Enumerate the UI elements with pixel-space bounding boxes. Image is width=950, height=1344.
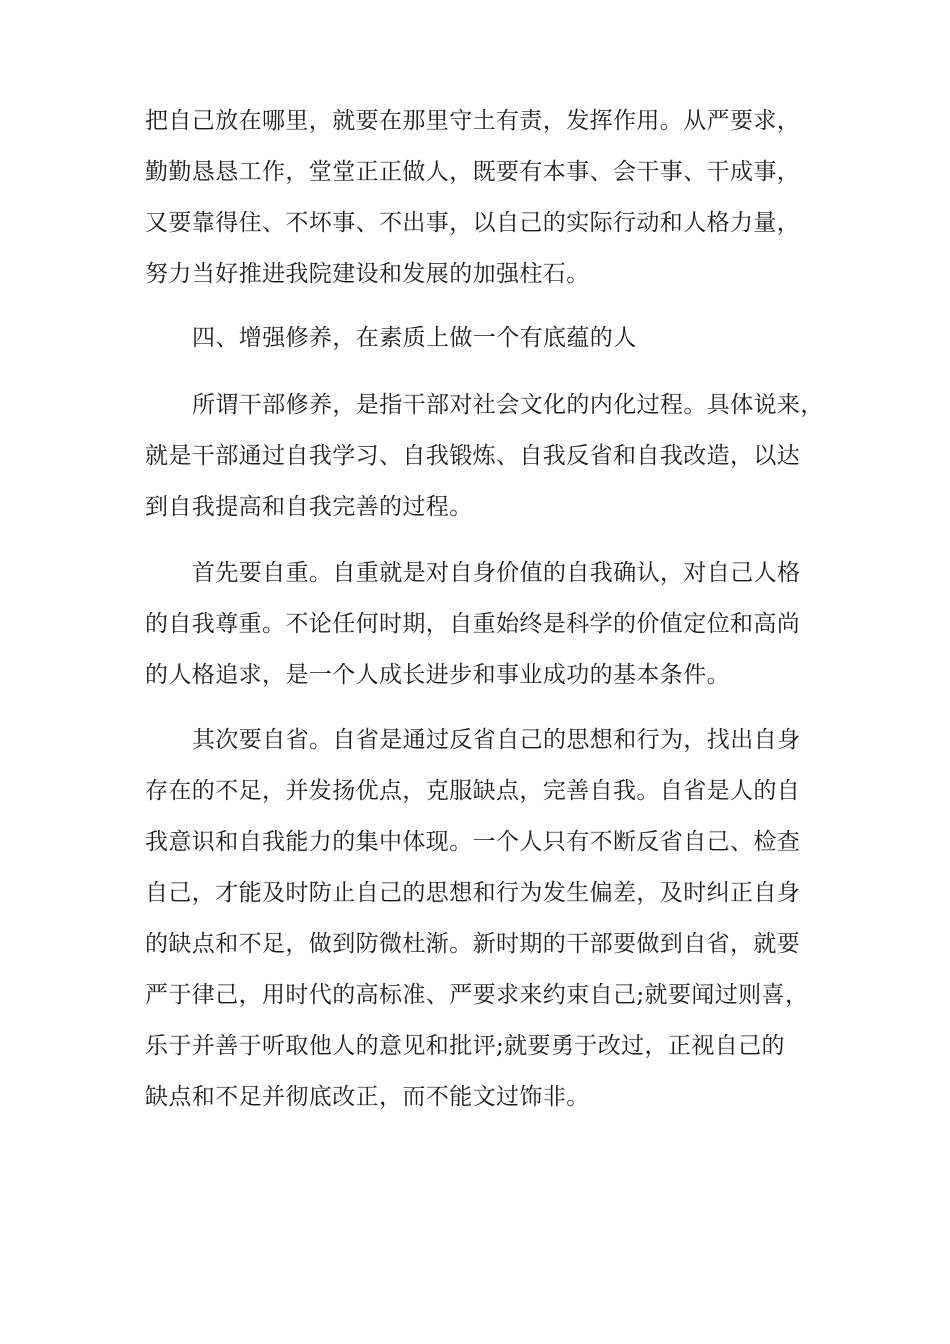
text-line: 的缺点和不足，做到防微杜渐。新时期的干部要做到自省，就要 — [145, 931, 801, 957]
text-line: 把自己放在哪里，就要在那里守土有责，发挥作用。从严要求， — [145, 108, 801, 134]
text-line: 自己，才能及时防止自己的思想和行为发生偏差，及时纠正自身 — [145, 880, 801, 906]
section-heading — [145, 313, 815, 364]
text-line: 严于律己，用时代的高标准、严要求来约束自己;就要闻过则喜， — [145, 982, 809, 1008]
text-line: 的自我尊重。不论任何时期，自重始终是科学的价值定位和高尚 — [145, 611, 801, 637]
paragraph-self-reflection — [145, 715, 815, 1123]
text-line: 所谓干部修养，是指干部对社会文化的内化过程。具体说来， — [192, 392, 824, 418]
paragraph-continuation — [145, 96, 815, 300]
text-line: 的人格追求，是一个人成长进步和事业成功的基本条件。 — [145, 662, 730, 688]
paragraph-self-respect — [145, 548, 815, 701]
text-line: 努力当好推进我院建设和发展的加强柱石。 — [145, 261, 590, 287]
paragraph-cultivation — [145, 380, 824, 533]
text-line: 勤勤恳恳工作，堂堂正正做人，既要有本事、会干事、干成事， — [145, 159, 801, 185]
text-line: 其次要自省。自省是通过反省自己的思想和行为，找出自身 — [192, 727, 801, 753]
text-line: 缺点和不足并彻底改正，而不能文过饰非。 — [145, 1084, 590, 1110]
heading-line: 四、增强修养，在素质上做一个有底蕴的人 — [192, 325, 637, 351]
text-line: 又要靠得住、不坏事、不出事，以自己的实际行动和人格力量， — [145, 210, 801, 236]
text-line: 首先要自重。自重就是对自身价值的自我确认，对自己人格 — [192, 560, 801, 586]
text-line: 存在的不足，并发扬优点，克服缺点，完善自我。自省是人的自 — [145, 778, 801, 804]
text-line: 就是干部通过自我学习、自我锻炼、自我反省和自我改造，以达 — [145, 443, 801, 469]
text-line: 到自我提高和自我完善的过程。 — [145, 494, 473, 520]
text-line: 我意识和自我能力的集中体现。一个人只有不断反省自己、检查 — [145, 829, 801, 855]
text-line: 乐于并善于听取他人的意见和批评;就要勇于改过，正视自己的 — [145, 1033, 785, 1059]
